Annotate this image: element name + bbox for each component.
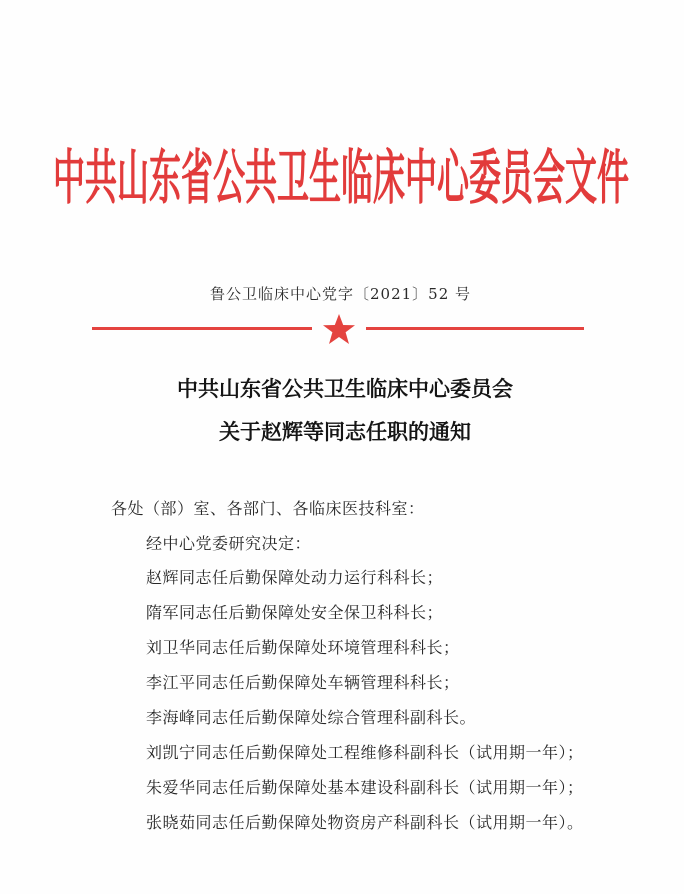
red-star-icon xyxy=(322,313,356,345)
intro-line: 经中心党委研究决定： xyxy=(146,534,312,553)
appointment-item: 赵辉同志任后勤保障处动力运行科科长； xyxy=(146,568,444,587)
recipients-line: 各处（部）室、各部门、各临床医技科室： xyxy=(111,499,425,518)
red-rule-right xyxy=(366,327,584,330)
notice-title-line-1: 中共山东省公共卫生临床中心委员会 xyxy=(177,376,513,401)
appointment-item: 张晓茹同志任后勤保障处物资房产科副科长（试用期一年）。 xyxy=(146,813,584,832)
appointment-item: 李海峰同志任后勤保障处综合管理科副科长。 xyxy=(146,708,477,727)
red-header-title: 中共山东省公共卫生临床中心委员会文件 xyxy=(53,142,630,213)
appointment-item: 隋军同志任后勤保障处安全保卫科科长； xyxy=(146,603,444,622)
red-rule-left xyxy=(92,327,312,330)
appointment-item: 朱爱华同志任后勤保障处基本建设科副科长（试用期一年）； xyxy=(146,778,584,797)
notice-title-line-2: 关于赵辉等同志任职的通知 xyxy=(219,419,471,444)
appointment-item: 李江平同志任后勤保障处车辆管理科科长； xyxy=(146,673,460,692)
appointment-item: 刘凯宁同志任后勤保障处工程维修科副科长（试用期一年）； xyxy=(146,743,584,762)
appointment-item: 刘卫华同志任后勤保障处环境管理科科长； xyxy=(146,638,460,657)
document-number: 鲁公卫临床中心党字〔2021〕52 号 xyxy=(210,285,472,303)
